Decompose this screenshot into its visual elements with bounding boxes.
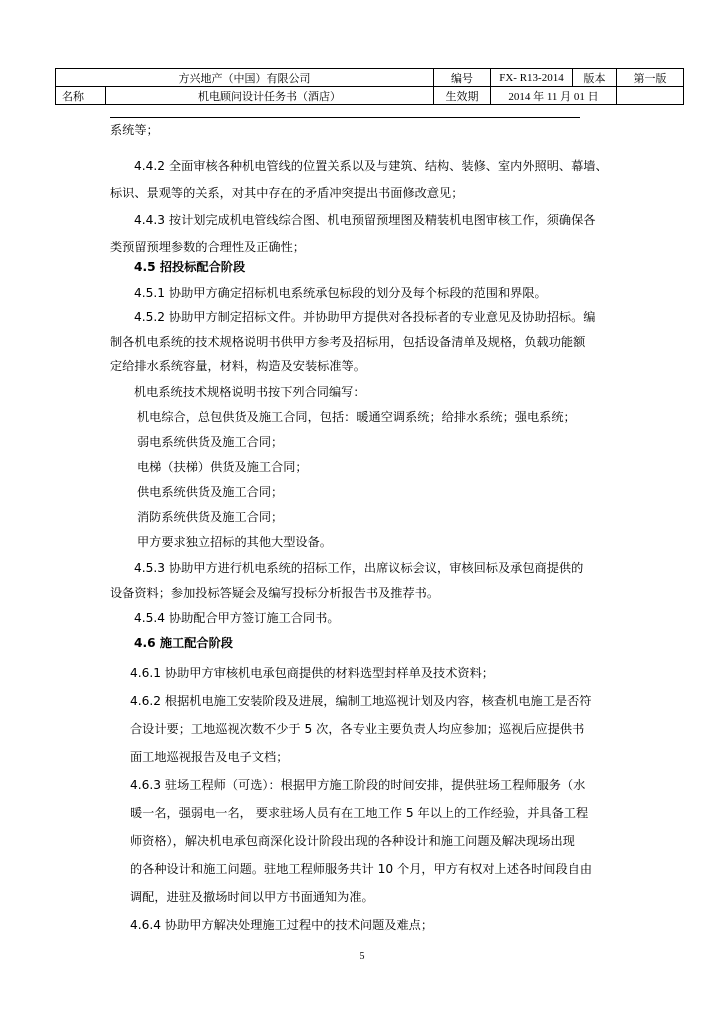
text-line: 面工地巡视报告及电子文档；	[130, 750, 289, 764]
text-line: 4.6.4 协助甲方解决处理施工过程中的技术问题及难点；	[130, 918, 434, 932]
page-number: 5	[359, 951, 365, 962]
list-item: 甲方要求独立招标的其他大型设备。	[137, 535, 332, 549]
text-line: 师资格），解决机电承包商深化设计阶段出现的各种设计和施工问题及解决现场出现	[130, 834, 575, 848]
list-item: 弱电系统供货及施工合同；	[137, 435, 284, 449]
text-line: 调配，进驻及撤场时间以甲方书面通知为准。	[130, 890, 374, 904]
header-rule	[110, 117, 580, 118]
list-item: 供电系统供货及施工合同；	[137, 485, 284, 499]
code-value: FX- R13-2014	[491, 69, 573, 87]
document-title: 机电顾问设计任务书（酒店）	[106, 87, 434, 105]
text-line: 定给排水系统容量，材料，构造及安装标准等。	[110, 359, 366, 373]
text-line: 4.6.3 驻场工程师（可选）：根据甲方施工阶段的时间安排，提供驻场工程师服务（水	[130, 778, 586, 792]
list-item: 电梯（扶梯）供货及施工合同；	[137, 460, 308, 474]
text-line: 4.5.3 协助甲方进行机电系统的招标工作，出席议标会议，审核回标及承包商提供的	[134, 561, 584, 575]
text-line: 设备资料；参加投标答疑会及编写投标分析报告书及推荐书。	[110, 586, 440, 600]
text-line: 4.5.2 协助甲方制定招标文件。并协助甲方提供对各投标者的专业意见及协助招标。编	[134, 310, 596, 324]
header-empty-cell	[617, 87, 684, 105]
text-line: 4.5.4 协助配合甲方签订施工合同书。	[134, 611, 340, 625]
text-line: 的各种设计和施工问题。驻地工程师服务共计 10 个月，甲方有权对上述各时间段自由	[130, 862, 593, 876]
company-name: 方兴地产（中国）有限公司	[56, 69, 434, 87]
name-label: 名称	[56, 87, 106, 105]
text-line: 暖一名，强弱电一名， 要求驻场人员有在工地工作 5 年以上的工作经验，并具备工程	[130, 806, 589, 820]
text-line: 标识、景观等的关系，对其中存在的矛盾冲突提出书面修改意见；	[110, 186, 464, 200]
text-line: 4.5.1 协助甲方确定招标机电系统承包标段的划分及每个标段的范围和界限。	[134, 286, 547, 300]
text-line: 4.4.3 按计划完成机电管线综合图、机电预留预埋图及精装机电图审核工作，须确保各	[134, 213, 596, 227]
text-line: 机电系统技术规格说明书按下列合同编写：	[134, 385, 366, 399]
effective-date: 2014 年 11 月 01 日	[491, 87, 617, 105]
section-heading: 4.5 招投标配合阶段	[134, 260, 246, 274]
version-value: 第一版	[617, 69, 684, 87]
text-line: 4.6.2 根据机电施工安装阶段及进展，编制工地巡视计划及内容，核查机电施工是否符	[130, 694, 592, 708]
effective-label: 生效期	[434, 87, 491, 105]
text-line: 4.4.2 全面审核各种机电管线的位置关系以及与建筑、结构、装修、室内外照明、幕墙、	[134, 159, 608, 173]
list-item: 消防系统供货及施工合同；	[137, 510, 284, 524]
section-heading: 4.6 施工配合阶段	[134, 636, 233, 650]
text-line: 系统等；	[110, 123, 159, 137]
list-item: 机电综合，总包供货及施工合同，包括：暖通空调系统；给排水系统；强电系统；	[137, 410, 576, 424]
text-line: 类预留预埋参数的合理性及正确性；	[110, 240, 305, 254]
text-line: 合设计要；工地巡视次数不少于 5 次，各专业主要负责人均应参加；巡视后应提供书	[130, 722, 585, 736]
text-line: 4.6.1 协助甲方审核机电承包商提供的材料选型封样单及技术资料；	[130, 666, 494, 680]
version-label: 版本	[573, 69, 617, 87]
code-label: 编号	[434, 69, 491, 87]
text-line: 制各机电系统的技术规格说明书供甲方参考及招标用，包括设备清单及规格，负载功能额	[110, 335, 586, 349]
document-header-table	[55, 68, 684, 105]
